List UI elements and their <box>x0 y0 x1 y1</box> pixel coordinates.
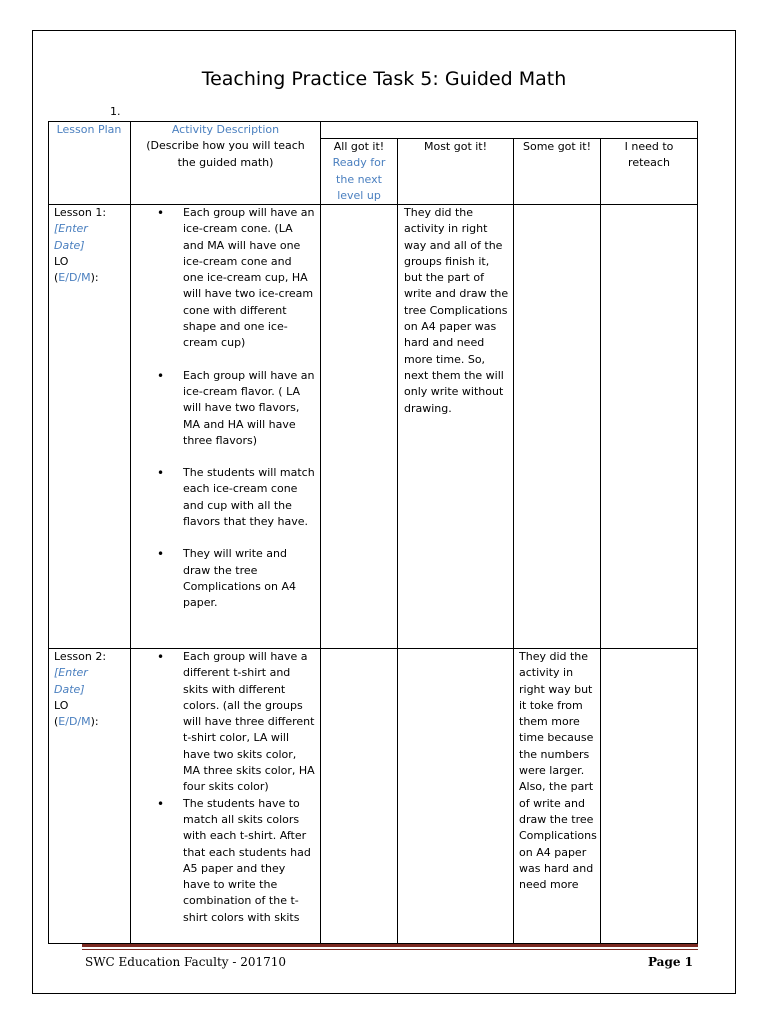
footer-rule-thin <box>82 949 698 950</box>
list-item: • Each group will have a different t-shirt and skits with different colors. (all the groups will have three different t-shirt color, LA will have two skits color, MA three skits color, HA four skits color) <box>155 649 315 796</box>
lesson-2-label <box>54 649 128 730</box>
footer-faculty: SWC Education Faculty - 201710 <box>85 955 287 969</box>
footer-rule <box>82 944 698 947</box>
lesson-1-title: Lesson 1: <box>54 206 107 219</box>
lesson-1-most-got-it: They did the activity in right way and all of the groups finish it, but the part of write and draw the tree Complications on A4 paper was hard and need more time. So, next them the will only write without drawing. <box>404 206 509 415</box>
list-number: 1. <box>110 105 121 118</box>
lesson-1-edm: (E/D/M): <box>54 271 99 285</box>
lesson-2-title: Lesson 2: <box>54 650 107 663</box>
page-title: Teaching Practice Task 5: Guided Math <box>201 68 567 90</box>
header-activity-title: Activity Description <box>171 123 280 136</box>
list-item: • They will write and draw the tree Complications on A4 paper. <box>155 546 315 611</box>
lesson-1-date: [Enter Date] <box>54 222 88 252</box>
footer-page-number: Page 1 <box>647 955 693 969</box>
header-all-got-it <box>321 139 397 204</box>
header-all-got-it-label: All got it! <box>333 140 385 153</box>
lesson-1-label <box>54 205 128 286</box>
header-activity-description <box>131 122 320 171</box>
lesson-2-some-got-it: They did the activity in right way but it toke from them more time because the numbers were larger. Also, the part of write and draw the tree Complications on A4 paper was hard and need more <box>519 650 597 892</box>
lesson-2-edm: (E/D/M): <box>54 715 99 729</box>
list-item: • The students will match each ice-cream cone and cup with all the flavors that they have. <box>155 465 315 530</box>
list-item: • Each group will have an ice-cream cone. (LA and MA will have one ice-cream cone and one ice-cream cup, HA will have two ice-cream cone with different shape and one ice-cream cup) <box>155 205 315 352</box>
lesson-2-lo: LO <box>54 698 69 712</box>
list-item: • Each group will have an ice-cream flavor. ( LA will have two flavors, MA and HA will have three flavors) <box>155 368 315 449</box>
header-reteach: I need to reteach <box>624 140 674 170</box>
lesson-1-lo: LO <box>54 254 69 268</box>
header-lesson-plan: Lesson Plan <box>56 123 122 136</box>
header-most-got-it: Most got it! <box>423 140 488 153</box>
lesson-2-date: [Enter Date] <box>54 666 88 696</box>
header-all-got-it-note: Ready for the next level up <box>332 156 386 202</box>
list-item: • The students have to match all skits colors with each t-shirt. After that each students had A5 paper and they have to write the combination of the t-shirt colors with skits <box>155 796 315 926</box>
header-some-got-it: Some got it! <box>523 140 591 153</box>
lesson-2-activities <box>155 649 315 926</box>
header-activity-sub: (Describe how you will teach the guided math) <box>146 139 305 169</box>
lesson-1-activities <box>155 205 315 612</box>
